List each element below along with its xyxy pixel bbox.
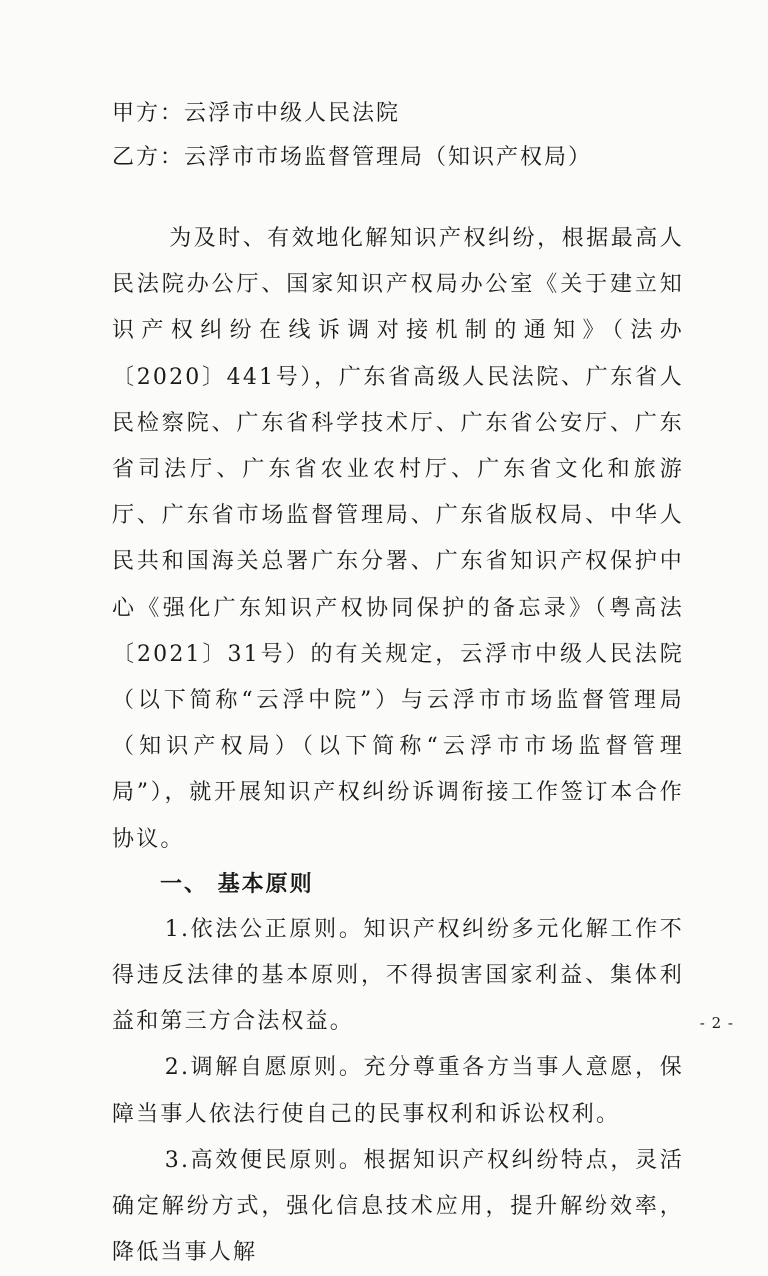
principle-item-1: 1.依法公正原则。知识产权纠纷多元化解工作不得违反法律的基本原则，不得损害国家利益、集体利益和第三方合法权益。	[112, 916, 684, 1035]
section-heading-basic-principles: 一、 基本原则	[160, 871, 314, 897]
spacer	[112, 180, 684, 216]
intro-paragraph: 为及时、有效地化解知识产权纠纷，根据最高人民法院办公厅、国家知识产权局办公室《关于建立知识产权纠纷在线诉调对接机制的通知》（法办〔2020〕441号），广东省高级人民法院、广东省人民检察院、广东省科学技术厅、广东省公安厅、广东省司法厅、广东省农业农村厅、广东省文化和旅游厅、广东省市场监督管理局、广东省版权局、中华人民共和国海关总署广东分署、广东省知识产权保护中心《强化广东知识产权协同保护的备忘录》（粤高法〔2021〕31号）的有关规定，云浮市中级人民法院（以下简称“云浮中院”）与云浮市市场监督管理局（知识产权局）（以下简称“云浮市市场监督管理局”），就开展知识产权纠纷诉调衔接工作签订本合作协议。	[112, 226, 684, 852]
page-number: - 2 -	[699, 1014, 734, 1032]
party-a: 甲方：云浮市中级人民法院	[112, 101, 401, 126]
principle-item-3: 3.高效便民原则。根据知识产权纠纷特点，灵活确定解纷方式，强化信息技术应用，提升解纷效率，降低当事人解	[112, 1147, 684, 1266]
principle-item-2: 2.调解自愿原则。充分尊重各方当事人意愿，保障当事人依法行使自己的民事权利和诉讼权利。	[112, 1055, 684, 1127]
party-b: 乙方：云浮市市场监督管理局（知识产权局）	[112, 145, 593, 170]
